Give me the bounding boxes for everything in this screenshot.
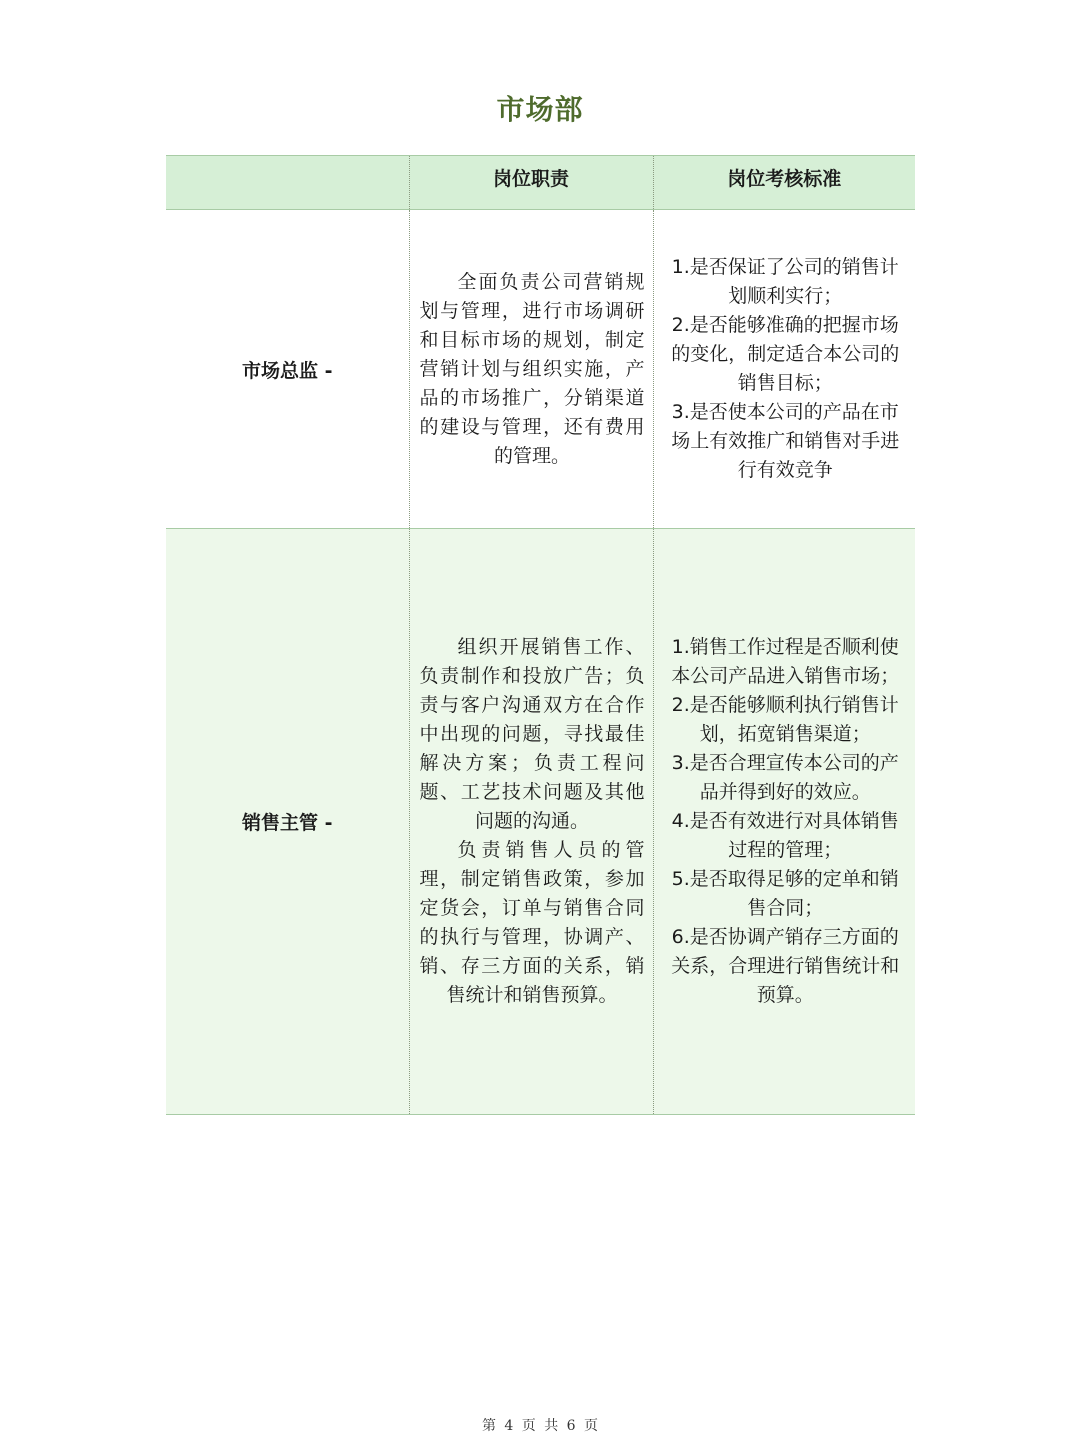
- page-title: 市场部: [496, 93, 584, 126]
- header-role: [166, 156, 409, 210]
- header-duties: 岗位职责: [409, 156, 653, 210]
- role-cell: 市场总监 -: [166, 210, 409, 529]
- criteria-item: 2.是否能够顺利执行销售计划，拓宽销售渠道；: [671, 694, 899, 745]
- criteria-item: 3.是否使本公司的产品在市场上有效推广和销售对手进行有效竞争: [671, 401, 900, 481]
- table-row: [166, 210, 915, 529]
- criteria-item: 2.是否能够准确的把握市场的变化，制定适合本公司的销售目标；: [671, 314, 900, 394]
- criteria-item: 5.是否取得足够的定单和销售合同；: [671, 868, 899, 919]
- criteria-item: 1.销售工作过程是否顺利使本公司产品进入销售市场；: [671, 636, 900, 687]
- duty-paragraph: 负责销售人员的管理，制定销售政策，参加定货会，订单与销售合同的执行与管理，协调产、销、存三方面的关系，销售统计和销售预算。: [419, 839, 645, 1006]
- criteria-item: 3.是否合理宣传本公司的产品并得到好的效应。: [671, 752, 899, 803]
- position-table: [166, 155, 915, 1115]
- criteria-item: 1.是否保证了公司的销售计划顺利实行；: [671, 256, 899, 307]
- duties-cell: [409, 529, 653, 1115]
- page-footer: 第 4 页 共 6 页: [481, 1418, 599, 1434]
- table-header-row: [166, 156, 915, 210]
- duty-paragraph: 组织开展销售工作、负责制作和投放广告；负责与客户沟通双方在合作中出现的问题，寻找最佳解决方案；负责工程问题、工艺技术问题及其他问题的沟通。: [419, 636, 645, 832]
- criteria-item: 4.是否有效进行对具体销售过程的管理；: [671, 810, 899, 861]
- criteria-cell: [653, 210, 915, 529]
- table-row: [166, 529, 915, 1115]
- duties-cell: [409, 210, 653, 529]
- criteria-item: 6.是否协调产销存三方面的关系，合理进行销售统计和预算。: [671, 926, 900, 1006]
- header-criteria: 岗位考核标准: [653, 156, 915, 210]
- duty-paragraph: 全面负责公司营销规划与管理，进行市场调研和目标市场的规划，制定营销计划与组织实施，产品的市场推广，分销渠道的建设与管理，还有费用的管理。: [419, 270, 645, 467]
- role-cell: 销售主管 -: [166, 529, 409, 1115]
- criteria-cell: [653, 529, 915, 1115]
